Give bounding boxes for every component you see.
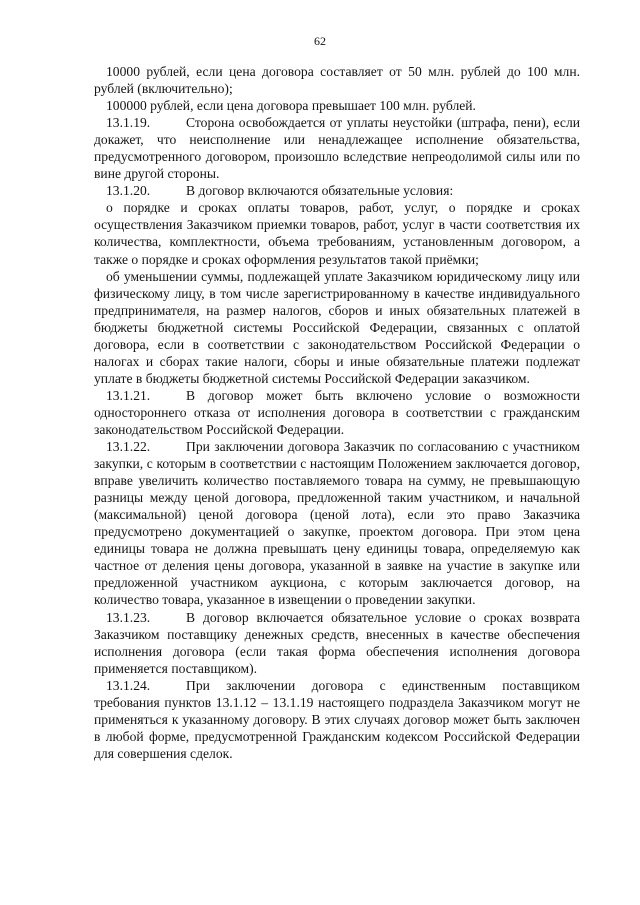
clause-text: В договор может быть включено условие о возможности одностороннего отказа от исполнения договора в соответствии с гражданским законодательством Российской Федерации. [94,387,580,437]
paragraph-tax-reduction [94,268,580,387]
paragraph-text: 10000 рублей, если цена договора составляет от 50 млн. рублей до 100 млн. рублей (включительно); [94,64,580,97]
clause-text: В договор включаются обязательные условия: [186,183,454,199]
clause-number: 13.1.20. [106,183,151,199]
clause-13-1-21 [94,387,580,438]
document-body [94,63,580,762]
clause-13-1-24 [94,677,580,762]
page-number: 62 [314,34,326,48]
paragraph-text: об уменьшении суммы, подлежащей уплате Заказчиком юридическому лицу или физическому лицу, в том числе зарегистрированному в качестве индивидуального предпринимателя, на размер налогов, сборов и иных обязательных платежей в бюджеты бюджетной системы Российской Федерации, связанных с оплатой договора, если в соответствии с законодательством Российской Федерации о налогах и сборах такие налоги, сборы и иные обязательные платежи подлежат уплате в бюджеты бюджетной системы Российской Федерации заказчиком. [94,268,580,386]
clause-number: 13.1.24. [106,677,151,693]
clause-number: 13.1.23. [106,609,151,625]
paragraph-fine-up-to-100m [94,63,580,97]
clause-text: В договор включается обязательное условие о сроках возврата Заказчиком поставщику денежных средств, внесенных в качестве обеспечения исполнения договора (если такая форма обеспечения исполнения договора применяется поставщиком). [94,609,580,676]
clause-13-1-20 [94,182,580,199]
paragraph-payment-terms [94,199,580,267]
clause-text: При заключении договора Заказчик по согласованию с участником закупки, с которым в соответствии с настоящим Положением заключается договор, вправе увеличить количество поставляемого товара на сумму, не превышающую разницы между ценой договора, предложенной таким участником, и начальной (максимальной) ценой договора (ценой лота), если это право Заказчика предусмотрено документацией о закупке, проектом договора. При этом цена единицы товара не должна превышать цену единицы товара, определяемую как частное от деления цены договора, указанной в заявке на участие в закупке или предложенной участником аукциона, с которым заключается договор, на количество товара, указанное в извещении о проведении закупки. [94,439,580,608]
clause-number: 13.1.19. [106,115,151,131]
clause-13-1-19 [94,114,580,182]
paragraph-text: 100000 рублей, если цена договора превышает 100 млн. рублей. [106,98,476,114]
clause-number: 13.1.22. [106,439,151,455]
paragraph-fine-over-100m [94,97,580,114]
clause-text: При заключении договора с единственным поставщиком требования пунктов 13.1.12 – 13.1.19 настоящего подраздела Заказчиком могут не применяться к указанному договору. В этих случаях договор может быть заключен в любой форме, предусмотренной Гражданским кодексом Российской Федерации для совершения сделок. [94,677,580,761]
clause-text: Сторона освобождается от уплаты неустойки (штрафа, пени), если докажет, что неисполнение или ненадлежащее исполнение обязательства, предусмотренного договором, произошло вследствие непреодолимой силы или по вине другой стороны. [94,115,580,182]
clause-number: 13.1.21. [106,387,151,403]
clause-13-1-22 [94,438,580,608]
paragraph-text: о порядке и сроках оплаты товаров, работ, услуг, о порядке и сроках осуществления Заказчиком приемки товаров, работ, услуг в части соответствия их количества, комплектности, объема требованиям, установленным договором, а также о порядке и сроках оформления результатов такой приёмки; [94,200,580,267]
clause-13-1-23 [94,609,580,677]
